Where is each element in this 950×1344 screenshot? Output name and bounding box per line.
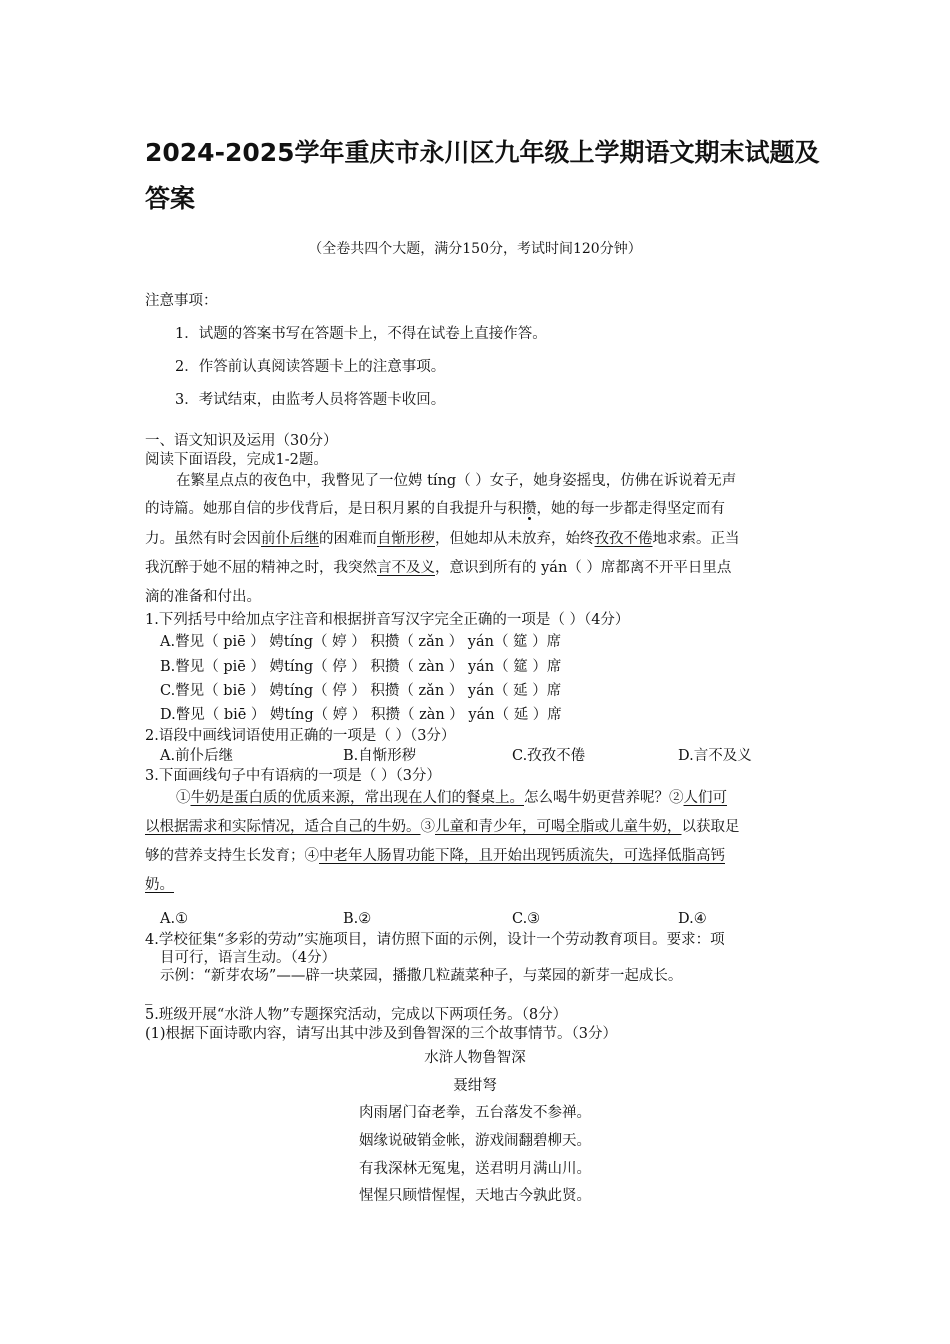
option-a: A.前仆后继 xyxy=(160,748,234,764)
underlined-sentence: 中老年人肠胃功能下降，且开始出现钙质流失，可选择低脂高钙 xyxy=(319,848,725,864)
passage-line xyxy=(145,499,725,519)
poem-line: 有我深林无冤鬼，送君明月满山川。 xyxy=(359,1161,591,1177)
option-c: C.孜孜不倦 xyxy=(512,748,586,764)
option-b: B.自惭形秽 xyxy=(343,748,417,764)
passage-text: 的困难而 xyxy=(319,531,377,547)
passage-line xyxy=(145,817,740,837)
section-heading: 一、语文知识及运用（30分） xyxy=(145,433,338,449)
question-stem: 2.语段中画线词语使用正确的一项是（ ）（3分） xyxy=(145,728,456,744)
option-c: C.瞥见（ biē ） 娉tíng（ 停 ） 积攒（ zǎn ） yán（ 延 ）席 xyxy=(160,683,562,699)
passage-text: 的诗篇。她那自信的步伐背后，是日积月累的自我提升与积 xyxy=(145,501,522,517)
question-stem: 1.下列括号中给加点字注音和根据拼音写汉字完全正确的一项是（ ）（4分） xyxy=(145,612,630,628)
question-stem: 5.班级开展“水浒人物”专题探究活动，完成以下两项任务。（8分） xyxy=(145,1007,568,1023)
underlined-sentence: 儿童和青少年，可喝全脂或儿童牛奶， xyxy=(435,819,682,835)
option-b: B.瞥见（ piē ） 娉tíng（ 停 ） 积攒（ zàn ） yán（ 筵 ）席 xyxy=(160,659,562,675)
poem-line: 肉雨屠门奋老拳，五台落发不参禅。 xyxy=(359,1105,591,1121)
page-title: 2024-2025学年重庆市永川区九年级上学期语文期末试题及答案 xyxy=(145,138,820,213)
passage-text: ，意识到所有的 yán（ ）席都离不开平日里点 xyxy=(435,560,732,576)
passage-line xyxy=(145,875,174,895)
underlined-sentence: 以根据需求和实际情况，适合自己的牛奶。 xyxy=(145,819,421,835)
question-stem: 3.下面画线句子中有语病的一项是（ ）（3分） xyxy=(145,768,441,784)
passage-line xyxy=(145,558,731,578)
underlined-word: 言不及义 xyxy=(377,560,435,576)
sub-question: (1)根据下面诗歌内容，请写出其中涉及到鲁智深的三个故事情节。（3分） xyxy=(145,1026,618,1042)
passage-text: 怎么喝牛奶更营养呢？② xyxy=(524,790,684,806)
underlined-word: 孜孜不倦 xyxy=(594,531,653,547)
poem-line: 惺惺只顾惜惺惺，天地古今孰此贤。 xyxy=(359,1188,591,1204)
option-d: D.瞥见（ biē ） 娉tíng（ 婷 ） 积攒（ zàn ） yán（ 延 ）席 xyxy=(160,707,562,723)
notice-item: 3．考试结束，由监考人员将答题卡收回。 xyxy=(175,392,446,408)
passage-line xyxy=(145,846,725,866)
notice-item: 2．作答前认真阅读答题卡上的注意事项。 xyxy=(175,359,446,375)
example-text: 示例：“新芽农场”——辟一块菜园，播撒几粒蔬菜种子，与菜园的新芽一起成长。 xyxy=(160,968,683,984)
sentence-marker: ③ xyxy=(420,819,435,835)
option-d: D.言不及义 xyxy=(678,748,752,764)
exam-info: （全卷共四个大题，满分150分，考试时间120分钟） xyxy=(308,241,642,257)
question-stem: 4.学校征集“多彩的劳动”实施项目，请仿照下面的示例，设计一个劳动教育项目。要求：项 xyxy=(145,932,725,948)
option-a: A.瞥见（ piē ） 娉tíng（ 婷 ） 积攒（ zǎn ） yán（ 筵 ）席 xyxy=(160,634,562,650)
underlined-sentence: 人们可 xyxy=(683,790,727,806)
question-stem: 目可行，语言生动。（4分） xyxy=(160,950,336,966)
underlined-word: 自惭形秽 xyxy=(377,531,435,547)
option-c: C.③ xyxy=(512,911,541,927)
answer-blank: _ xyxy=(145,989,153,1005)
underlined-word: 前仆后继 xyxy=(261,531,319,547)
passage-text: 够的营养支持生长发育；④ xyxy=(145,848,319,864)
passage-line: 在繁星点点的夜色中，我瞥见了一位娉 tíng（ ）女子，她身姿摇曳，仿佛在诉说着无声 xyxy=(176,473,737,489)
passage-text: ，她的每一步都走得坚定而有 xyxy=(536,501,725,517)
underlined-sentence: 奶。 xyxy=(145,877,174,893)
sentence-marker: ① xyxy=(176,790,191,806)
poem-title: 水浒人物鲁智深 xyxy=(424,1050,526,1066)
poem-author: 聂绀弩 xyxy=(453,1078,497,1094)
option-b: B.② xyxy=(343,911,372,927)
passage-text: 地求索。正当 xyxy=(652,531,740,547)
dotted-char: 攒 xyxy=(522,501,537,517)
passage-text: 我沉醉于她不屈的精神之时，我突然 xyxy=(145,560,377,576)
passage-text: 力。虽然有时会因 xyxy=(145,531,261,547)
option-d: D.④ xyxy=(678,911,707,927)
passage-line xyxy=(176,788,727,808)
passage-text: ，但她却从未放弃，始终 xyxy=(435,531,595,547)
reading-intro: 阅读下面语段，完成1-2题。 xyxy=(145,452,328,468)
passage-line xyxy=(145,529,740,549)
underlined-sentence: 牛奶是蛋白质的优质来源，常出现在人们的餐桌上。 xyxy=(190,790,524,806)
notice-item: 1．试题的答案书写在答题卡上，不得在试卷上直接作答。 xyxy=(175,326,547,342)
passage-text: 以获取足 xyxy=(681,819,740,835)
option-a: A.① xyxy=(160,911,189,927)
passage-line: 滴的准备和付出。 xyxy=(145,589,261,605)
notice-heading: 注意事项： xyxy=(145,293,218,309)
poem-line: 姻缘说破销金帐，游戏闹翻碧柳天。 xyxy=(359,1133,591,1149)
